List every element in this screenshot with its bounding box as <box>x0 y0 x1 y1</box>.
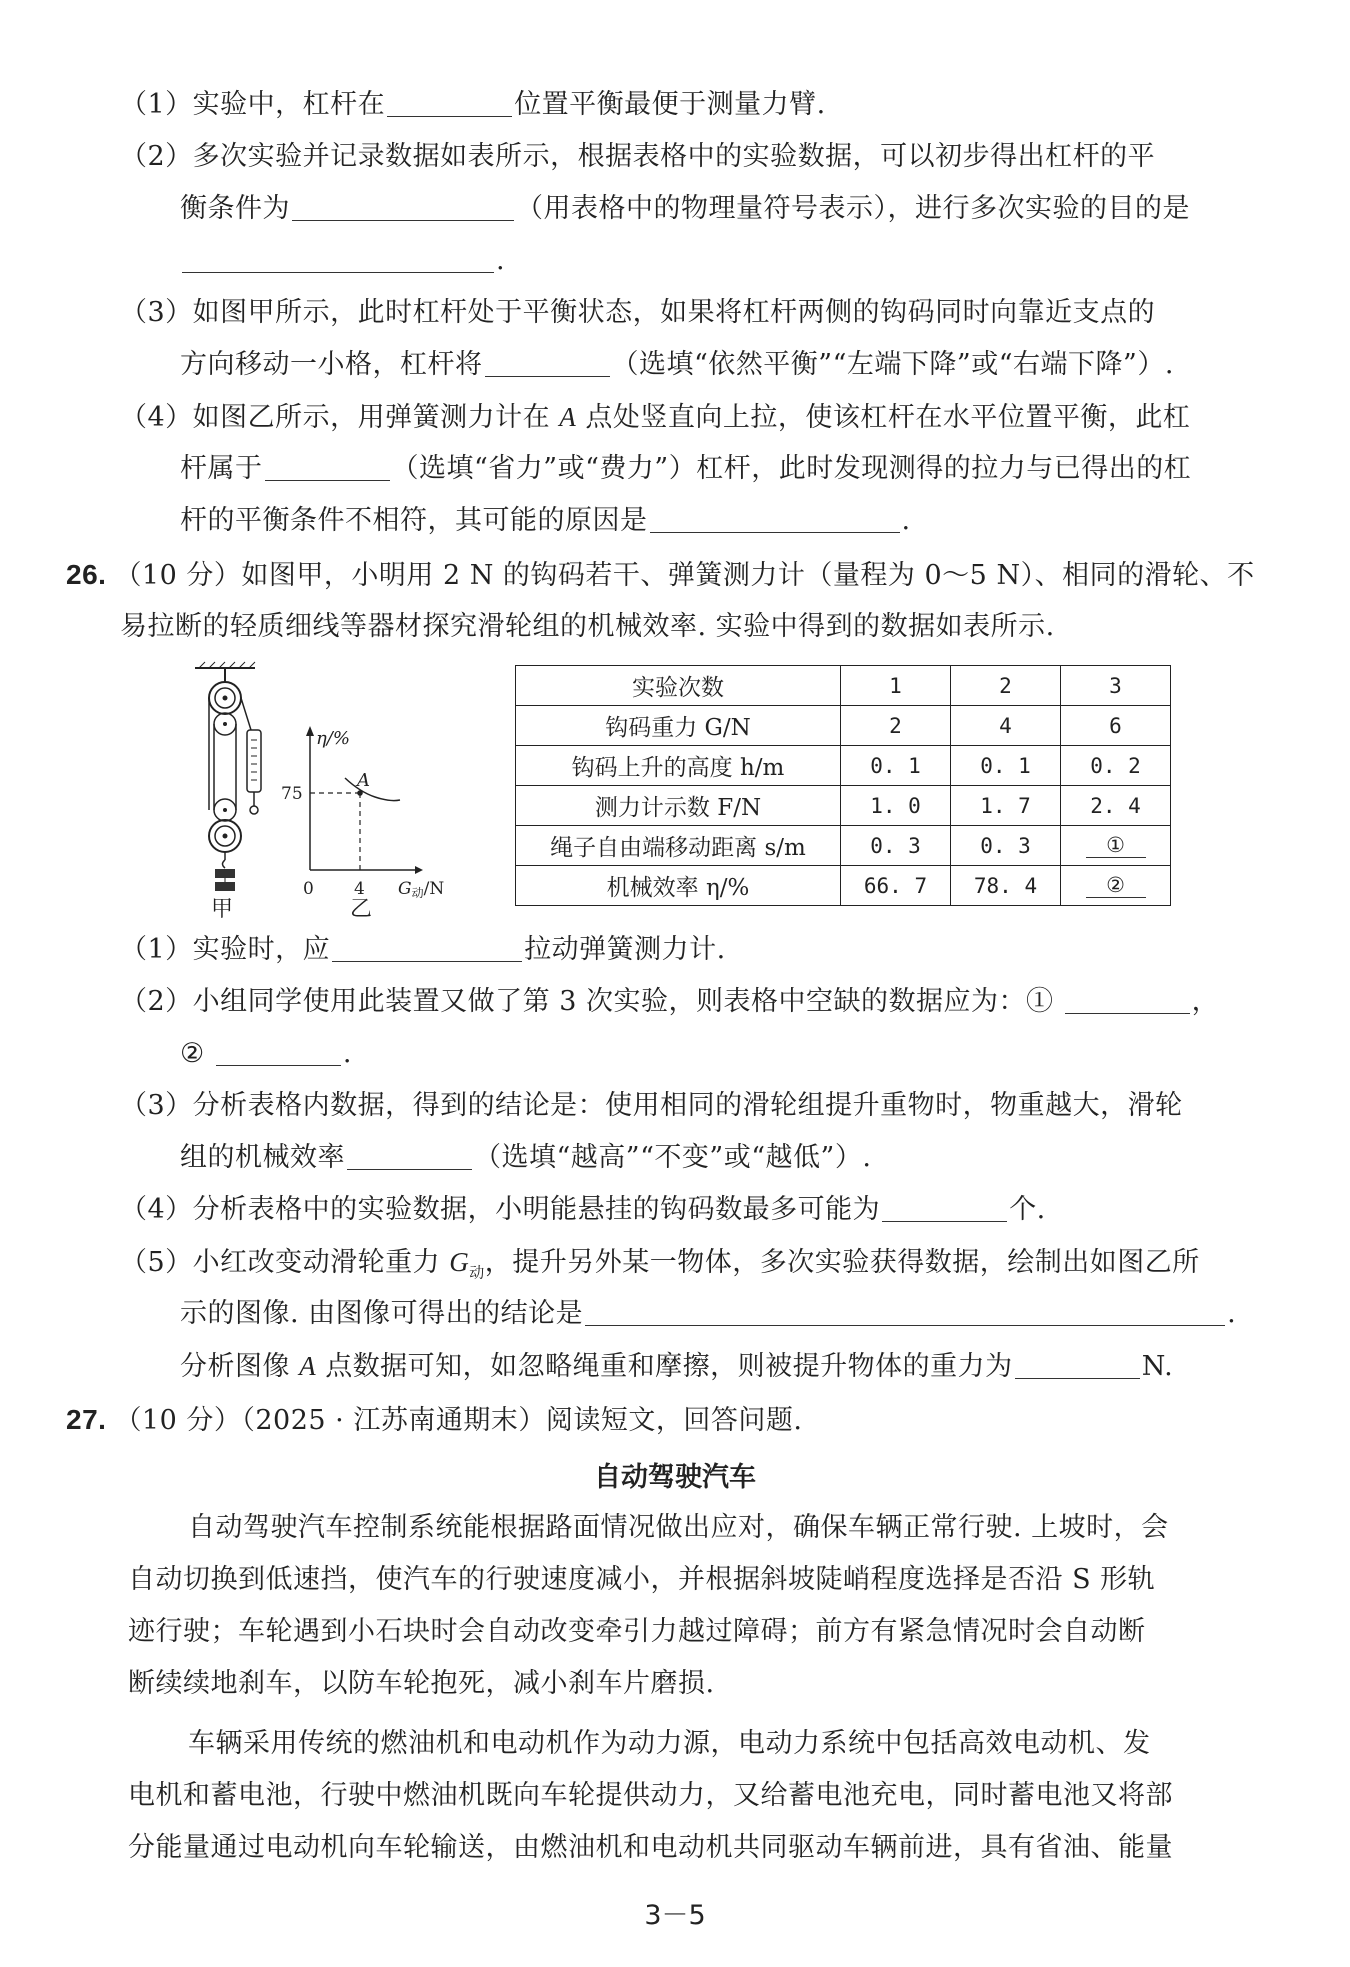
table-cell-blank-2[interactable]: ② <box>1061 866 1171 906</box>
spring-scale-icon <box>247 730 261 814</box>
q26-part5-line1: （5）小红改变动滑轮重力 $G_动$，提升另外某一物体，多次实验获得数据，绘制出如图乙所 <box>120 1247 1200 1282</box>
efficiency-graph <box>281 726 444 920</box>
q25-part2-line3: . <box>180 243 505 279</box>
answer-blank[interactable] <box>292 192 514 221</box>
answer-blank[interactable] <box>485 348 610 377</box>
table-cell: 实验次数 <box>516 666 841 706</box>
article-para1-line2: 自动切换到低速挡，使汽车的行驶速度减小，并根据斜坡陡峭程度选择是否沿 S 形轨 <box>128 1564 1156 1595</box>
q25-part1: （1）实验中，杠杆在 位置平衡最便于测量力臂. <box>120 89 826 120</box>
page-number: 3－5 <box>644 1900 706 1931</box>
article-para1-line4: 断续续地刹车，以防车轮抱死，减小刹车片磨损. <box>128 1668 715 1699</box>
x-tick-0: 0 <box>303 879 314 899</box>
q26-part1: （1）实验时，应 拉动弹簧测力计. <box>120 934 726 965</box>
answer-blank[interactable] <box>387 88 512 117</box>
answer-blank[interactable] <box>347 1141 472 1170</box>
answer-blank[interactable] <box>182 244 494 273</box>
table-cell: 6 <box>1061 706 1171 746</box>
question-number: 26. <box>66 559 107 590</box>
table-cell: 0. 3 <box>841 826 951 866</box>
q26-part3-line1: （3）分析表格内数据，得到的结论是：使用相同的滑轮组提升重物时，物重越大，滑轮 <box>120 1090 1183 1121</box>
table-row <box>516 826 1171 866</box>
table-cell: 钩码上升的高度 h/m <box>516 746 841 786</box>
answer-blank[interactable] <box>882 1193 1007 1222</box>
q26-intro-line2: 易拉断的轻质细线等器材探究滑轮组的机械效率. 实验中得到的数据如表所示. <box>120 611 1055 642</box>
table-cell: 1. 7 <box>951 786 1061 826</box>
point-a-label: A <box>357 770 370 791</box>
table-cell: 2 <box>951 666 1061 706</box>
q26-part3-line2: 组的机械效率 （选填“越高”“不变”或“越低”）. <box>180 1142 872 1173</box>
q25-part2-line2: 衡条件为 （用表格中的物理量符号表示），进行多次实验的目的是 <box>180 193 1190 224</box>
table-cell: 2 <box>841 706 951 746</box>
table-cell: 0. 2 <box>1061 746 1171 786</box>
y-axis-arrow-icon <box>306 726 314 736</box>
table-row <box>516 746 1171 786</box>
y-axis-label: η/% <box>316 728 350 749</box>
table-row <box>516 866 1171 906</box>
table-cell: 3 <box>1061 666 1171 706</box>
table-cell: 1. 0 <box>841 786 951 826</box>
q26-data-table <box>515 665 1171 906</box>
question-number: 27. <box>66 1404 107 1435</box>
table-cell: 66. 7 <box>841 866 951 906</box>
q25-part4-line3: 杆的平衡条件不相符，其可能的原因是 . <box>180 505 911 536</box>
q26-part5-line3: 分析图像 A 点数据可知，如忽略绳重和摩擦，则被提升物体的重力为 N. <box>180 1351 1174 1382</box>
article-para2-line1: 车辆采用传统的燃油机和电动机作为动力源，电动力系统中包括高效电动机、发 <box>188 1728 1151 1759</box>
label-yi: 乙 <box>350 897 373 920</box>
answer-blank[interactable] <box>585 1297 1225 1326</box>
q27-intro: 27. （10 分）（2025 · 江苏南通期末）阅读短文，回答问题. <box>66 1404 803 1436</box>
table-cell: 2. 4 <box>1061 786 1171 826</box>
movable-pulley-icon <box>209 799 241 860</box>
table-cell: 绳子自由端移动距离 s/m <box>516 826 841 866</box>
table-row <box>516 786 1171 826</box>
y-tick-75: 75 <box>281 784 303 804</box>
hook-weights-icon <box>215 860 235 891</box>
table-row <box>516 706 1171 746</box>
article-title: 自动驾驶汽车 <box>594 1462 756 1493</box>
answer-blank[interactable] <box>265 452 390 481</box>
q26-intro-line1: 26. （10 分）如图甲，小明用 2 N 的钩码若干、弹簧测力计（量程为 0～5 N）、相同的滑轮、不 <box>66 559 1255 591</box>
article-para1-line3: 迹行驶；车轮遇到小石块时会自动改变牵引力越过障碍；前方有紧急情况时会自动断 <box>128 1616 1146 1647</box>
table-cell: 测力计示数 F/N <box>516 786 841 826</box>
answer-blank[interactable] <box>650 504 900 533</box>
table-cell-blank-1[interactable]: ① <box>1061 826 1171 866</box>
table-cell: 钩码重力 G/N <box>516 706 841 746</box>
table-cell: 78. 4 <box>951 866 1061 906</box>
q25-part3-line2: 方向移动一小格，杠杆将 （选填“依然平衡”“左端下降”或“右端下降”）. <box>180 349 1174 380</box>
article-para2-line3: 分能量通过电动机向车轮输送，由燃油机和电动机共同驱动车辆前进，具有省油、能量 <box>128 1832 1173 1863</box>
table-cell: 机械效率 η/% <box>516 866 841 906</box>
x-axis-label: G动/N <box>398 879 445 900</box>
q26-part5-line2: 示的图像. 由图像可得出的结论是 . <box>180 1298 1237 1329</box>
table-row <box>516 666 1171 706</box>
q25-part4-line1: （4）如图乙所示，用弹簧测力计在 A 点处竖直向上拉，使该杠杆在水平位置平衡，此杠 <box>120 402 1191 433</box>
ceiling-icon <box>195 662 255 668</box>
point-a-marker <box>357 790 363 796</box>
x-tick-4: 4 <box>354 879 365 899</box>
article-para1-line1: 自动驾驶汽车控制系统能根据路面情况做出应对，确保车辆正常行驶. 上坡时，会 <box>188 1512 1169 1543</box>
x-axis-arrow-icon <box>415 866 423 874</box>
answer-blank[interactable] <box>216 1037 341 1066</box>
table-cell: 0. 1 <box>841 746 951 786</box>
q26-part2-line2: ② . <box>180 1038 352 1069</box>
q25-part2-line1: （2）多次实验并记录数据如表所示，根据表格中的实验数据，可以初步得出杠杆的平 <box>120 141 1156 172</box>
table-cell: 0. 3 <box>951 826 1061 866</box>
table-cell: 0. 1 <box>951 746 1061 786</box>
label-jia: 甲 <box>211 897 234 920</box>
q25-part4-line2: 杆属于 （选填“省力”或“费力”）杠杆，此时发现测得的拉力与已得出的杠 <box>180 453 1192 484</box>
table-cell: 1 <box>841 666 951 706</box>
q25-part3-line1: （3）如图甲所示，此时杠杆处于平衡状态，如果将杠杆两侧的钩码同时向靠近支点的 <box>120 297 1156 328</box>
answer-blank[interactable] <box>1015 1350 1140 1379</box>
table-cell: 4 <box>951 706 1061 746</box>
q26-part2-line1: （2）小组同学使用此装置又做了第 3 次实验，则表格中空缺的数据应为：① ， <box>120 986 1220 1017</box>
q26-part4: （4）分析表格中的实验数据，小明能悬挂的钩码数最多可能为 个. <box>120 1194 1046 1225</box>
efficiency-curve <box>345 778 400 801</box>
q26-figure <box>185 660 470 920</box>
answer-blank[interactable] <box>1065 985 1190 1014</box>
article-para2-line2: 电机和蓄电池，行驶中燃油机既向车轮提供动力，又给蓄电池充电，同时蓄电池又将部 <box>128 1780 1173 1811</box>
answer-blank[interactable] <box>332 933 522 962</box>
